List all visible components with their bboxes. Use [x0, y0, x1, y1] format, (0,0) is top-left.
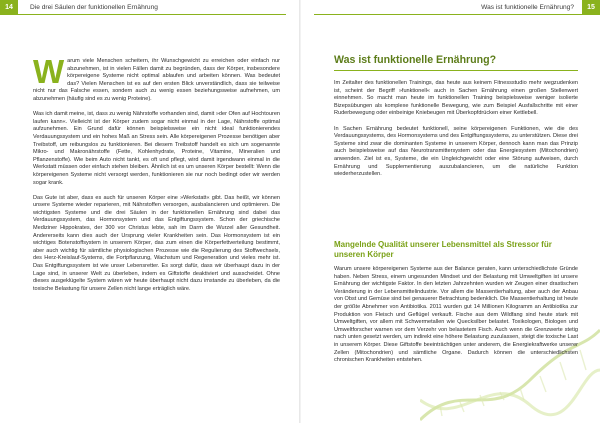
header-rule-left	[0, 14, 286, 15]
left-header	[0, 0, 300, 14]
paragraph-2: Was ich damit meine, ist, dass zu wenig Nährstoffe vorhanden sind, damit »der Ofen auf Hochtouren laufen kann«. Vielleicht ist der Körper zudem sogar nicht einmal in der Lage, Nährstoffe optimal aufzunehmen. Ein Grund dafür können beispielsweise ein nicht ideal funktionierendes Verdauungssystem und ein hohes Maß an Stress sein. Alle körpereigenen Prozesse benötigen aber Treibstoff, um reibungslos zu funktionieren. Bei diesem Treibstoff handelt es sich um sogenannte Mikro- und Makronährstoffe (Fette, Kohlenhydrate, Proteine, Vitamine, Mineralien und Pflanzenstoffe). Wie beim Auto nicht tankt, es oft und pflegt, wird damit irgendwann einmal in die Werkstatt müssen oder einfach stehen bleiben. Ähnlich ist es um unseren Körper bestellt: Wenn die körpereigenen Systeme nicht versorgt werden, funktionieren sie nur noch bedingt oder wir werden sogar krank.	[33, 111, 280, 186]
right-body-text-b	[334, 266, 578, 372]
running-head-left: Die drei Säulen der funktionellen Ernährung	[30, 3, 158, 11]
paragraph-1	[33, 53, 280, 104]
running-head-right: Was ist funktionelle Ernährung?	[481, 3, 574, 11]
right-page	[300, 0, 600, 423]
page-number-left: 14	[0, 0, 18, 14]
left-body-text	[33, 53, 280, 301]
header-rule-right	[314, 14, 600, 15]
paragraph-1-text: arum viele Menschen scheitern, ihr Wunschgewicht zu erreichen oder einfach nur abzunehmen, ist in vielen Fällen damit zu begründen, dass der Körper, insbesondere körpereigene Systeme nicht optimal ablaufen und arbeiten können. Was bedeutet das? Vielen Menschen ist es auf den ersten Blick unverständlich, dass sie teilweise nicht nur das Falsche essen, sondern auch zu wenig essen beziehungsweise aufnehmen, um abzunehmen (häufig sind es zu wenig Proteine).	[33, 58, 280, 102]
section-subheading: Mangelnde Qualität unserer Lebensmittel als Stressor für unseren Körper	[334, 240, 552, 259]
section-paragraph-1: Warum unsere körpereigenen Systeme aus der Balance geraten, kann unterschiedlichste Gründe haben. Neben Stress, einem ungesunden Mindset und der Belastung mit Umweltgiften ist unsere Ernährung der wichtigste Faktor. In den letzten Jahrzehnten wurden wir Zeugen einer drastischen Veränderung in der Lebensmittelindustrie. Vor allem die Massentierhaltung, aber auch der Anbau von Obst und Gemüse sind bei genauerer Betrachtung bedenklich. Die Massentierhaltung ist heute der größte Abnehmer von Antibiotika. 2011 wurden gut 14 Millionen Kilogramm an Antibiotika zur Produktion von Fleisch und Geflügel verkauft. Fische aus dem Wildfang sind heute stark mit Umweltgiften, vor allem mit Schwermetallen wie Quecksilber belastet. Toxikologen, Biologen und Umweltforscher warnen vor dem Verzehr von belastetem Fisch. Auch wenn die Grenzwerte stetig nach unten gesetzt werden, um indirekt eine höhere Belastung zuzulassen, steigt die toxische Last in unserem Körper. Diese Giftstoffe beeinträchtigen unter anderem, die Energiekraftwerke unserer Zellen (Mitochondrien) und sämtliche Organe. Dadurch können die unterschiedlichsten chronischen Krankheiten entstehen.	[334, 266, 578, 364]
right-body-text-a	[334, 80, 578, 186]
drop-cap: W	[33, 53, 65, 90]
right-header	[300, 0, 600, 14]
intro-paragraph-1: Im Zeitalter des funktionellen Trainings, das heute aus keinem Fitnessstudio mehr wegzudenken ist, scheint der Begriff »funktionell« auch in Sachen Ernährung einen großen Stellenwert einnehmen. So macht man heute im funktionellen Training beispielsweise weniger isolierte Bizepsübungen als komplexe funktionelle Bewegung, wie zum Beispiel Ausfallschritte mit einer Ruderbewegung oder einbeinige Kniebeugen mit Überkopfdrücken einer Kettlebell.	[334, 80, 578, 117]
title-rule	[334, 70, 578, 71]
page-number-right: 15	[582, 0, 600, 14]
intro-paragraph-2: In Sachen Ernährung bedeutet funktionell, seine körpereigenen Funktionen, wie die des Verdauungssystems, des Hormonsystems und des Entgiftungssystems, zu unterstützen. Diese drei Systeme sind zwar die dominanten Systeme in unserem Körper, dennoch kann man das Prinzip auch beispielsweise auf das Neurotransmittersystem oder das Energiesystem (Mitochondrien) anwenden. Ziel ist es, Systeme, die ein Ungleichgewicht oder eine Störung aufweisen, durch Ernährung und Supplementierung auszubalancieren, um die natürliche Funktion wiederherzustellen.	[334, 125, 578, 178]
chapter-title: Was ist funktionelle Ernährung?	[334, 54, 497, 66]
paragraph-3: Das Gute ist aber, dass es auch für unseren Körper eine »Werkstatt« gibt. Das heißt, wir können unsere Systeme wieder reparieren, mit Nährstoffen versorgen, ausbalancieren und optimieren. Die wichtigsten Systeme und die drei Säulen in der funktionellen Ernährung sind dabei das Verdauungssystem, das Hormonsystem und das Entgiftungssystem. Schon der griechische Mediziner Hippokrates, der 300 vor Christus lebte, sah im Darm die Wurzel aller Gesundheit. Andererseits kann dies auch der Ursprung vieler Krankheiten sein. Das Hormonsystem ist ein wichtiges Botenstoffsystem in unserem Körper, das zum einen die Körperfettverteilung bestimmt, aber auch wichtig für sämtliche physiologischen Prozesse wie die Regulierung des Stoffwechsels, des Herz-Kreislauf-Systems, die Fortpflanzung, Wachstum und Regeneration und vieles mehr ist. Das Entgiftungssystem ist wie unser Lebensretter. Es sorgt dafür, dass wir überhaupt dazu in der Lage sind, in unserer Welt zu überleben, indem es Giftstoffe deaktiviert und ausscheidet. Ohne dieses ausgeklügelte System wären wir heute überhaupt nicht dazu imstande zu überleben, da die toxische Belastung für unsere Zellen nicht lange erträglich wäre.	[33, 194, 280, 292]
